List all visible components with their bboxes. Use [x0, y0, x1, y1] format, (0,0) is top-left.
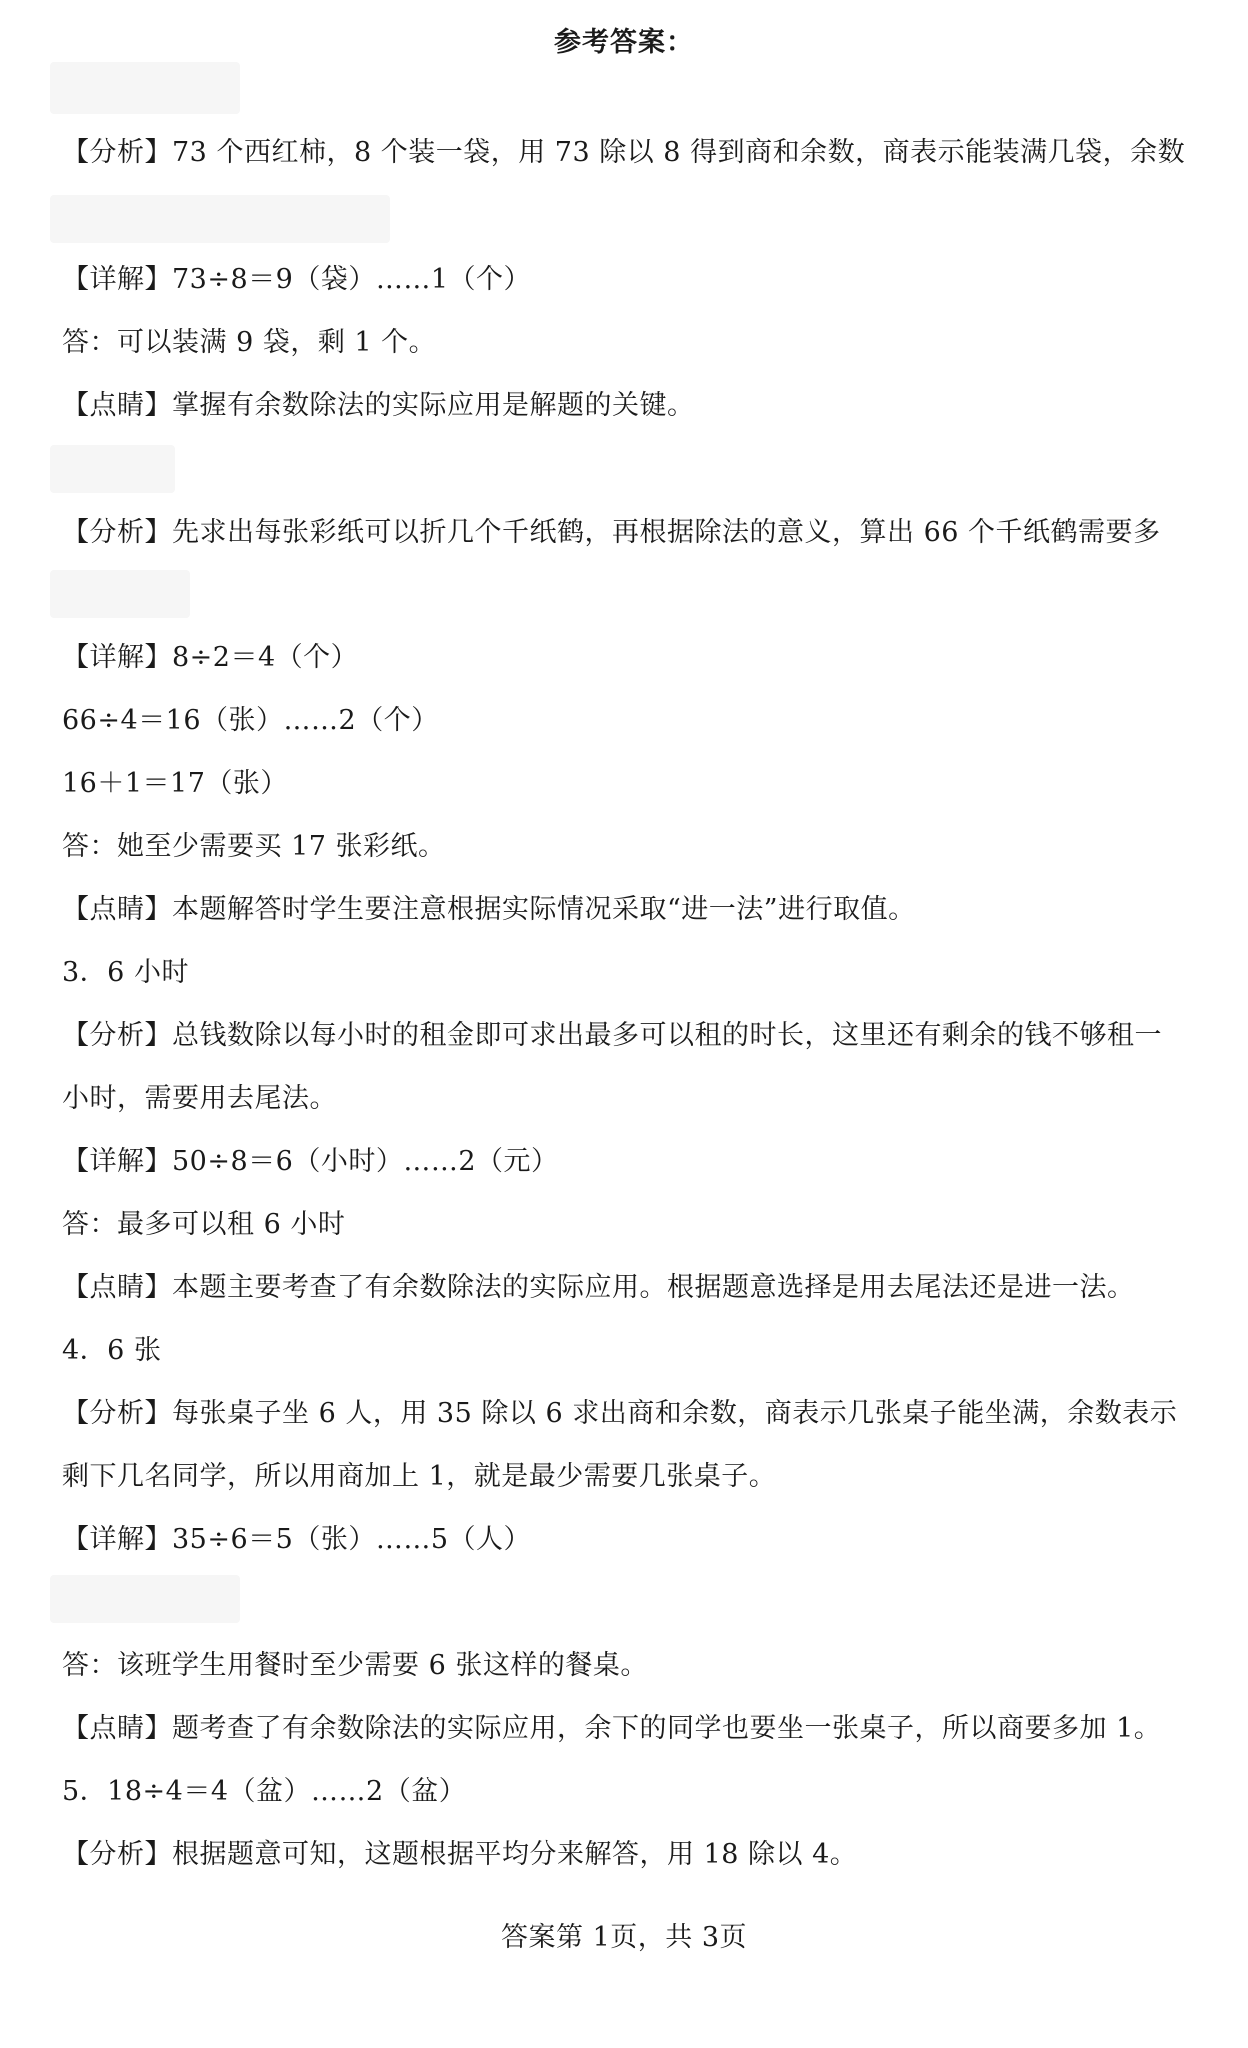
text-line: 66÷4＝16（张）……2（个）	[62, 705, 439, 736]
text-line: 小时，需要用去尾法。	[62, 1083, 337, 1114]
text-line: 答：她至少需要买 17 张彩纸。	[62, 831, 446, 862]
text-line: 【详解】35÷6＝5（张）……5（人）	[62, 1524, 532, 1555]
text-line: 【点睛】掌握有余数除法的实际应用是解题的关键。	[62, 390, 695, 421]
text-line: 【分析】总钱数除以每小时的租金即可求出最多可以租的时长，这里还有剩余的钱不够租一	[62, 1020, 1162, 1051]
text-line: 答：可以装满 9 袋，剩 1 个。	[62, 327, 437, 358]
question-number: 5．18÷4＝4（盆）……2（盆）	[62, 1776, 467, 1807]
text-line: 【点睛】本题主要考查了有余数除法的实际应用。根据题意选择是用去尾法还是进一法。	[62, 1272, 1135, 1303]
text-line: 【分析】73 个西红柿，8 个装一袋，用 73 除以 8 得到商和余数，商表示能装满几袋，余数	[62, 137, 1186, 168]
text-line: 答：最多可以租 6 小时	[62, 1209, 346, 1240]
text-line: 【详解】8÷2＝4（个）	[62, 642, 359, 673]
question-number: 4．6 张	[62, 1335, 162, 1366]
text-line: 【详解】50÷8＝6（小时）……2（元）	[62, 1146, 559, 1177]
text-line: 【分析】每张桌子坐 6 人，用 35 除以 6 求出商和余数，商表示几张桌子能坐满，余数表示	[62, 1398, 1178, 1429]
redacted-block	[50, 570, 190, 618]
text-line: 【点睛】题考查了有余数除法的实际应用，余下的同学也要坐一张桌子，所以商要多加 1。	[62, 1713, 1162, 1744]
text-line: 【点睛】本题解答时学生要注意根据实际情况采取“进一法”进行取值。	[62, 894, 916, 925]
text-line: 【分析】先求出每张彩纸可以折几个千纸鹤，再根据除法的意义，算出 66 个千纸鹤需要多	[62, 517, 1161, 548]
redacted-block	[50, 195, 390, 243]
redacted-block	[50, 1575, 240, 1623]
text-line: 剩下几名同学，所以用商加上 1，就是最少需要几张桌子。	[62, 1461, 777, 1492]
text-line: 16＋1＝17（张）	[62, 768, 288, 799]
text-line: 【分析】根据题意可知，这题根据平均分来解答，用 18 除以 4。	[62, 1839, 858, 1870]
text-line: 答：该班学生用餐时至少需要 6 张这样的餐桌。	[62, 1650, 648, 1681]
redacted-block	[50, 445, 175, 493]
question-number: 3．6 小时	[62, 957, 189, 988]
page-title: 参考答案：	[554, 27, 694, 58]
page-footer: 答案第 1页，共 3页	[500, 1922, 748, 1953]
text-line: 【详解】73÷8＝9（袋）……1（个）	[62, 264, 532, 295]
redacted-block	[50, 62, 240, 114]
